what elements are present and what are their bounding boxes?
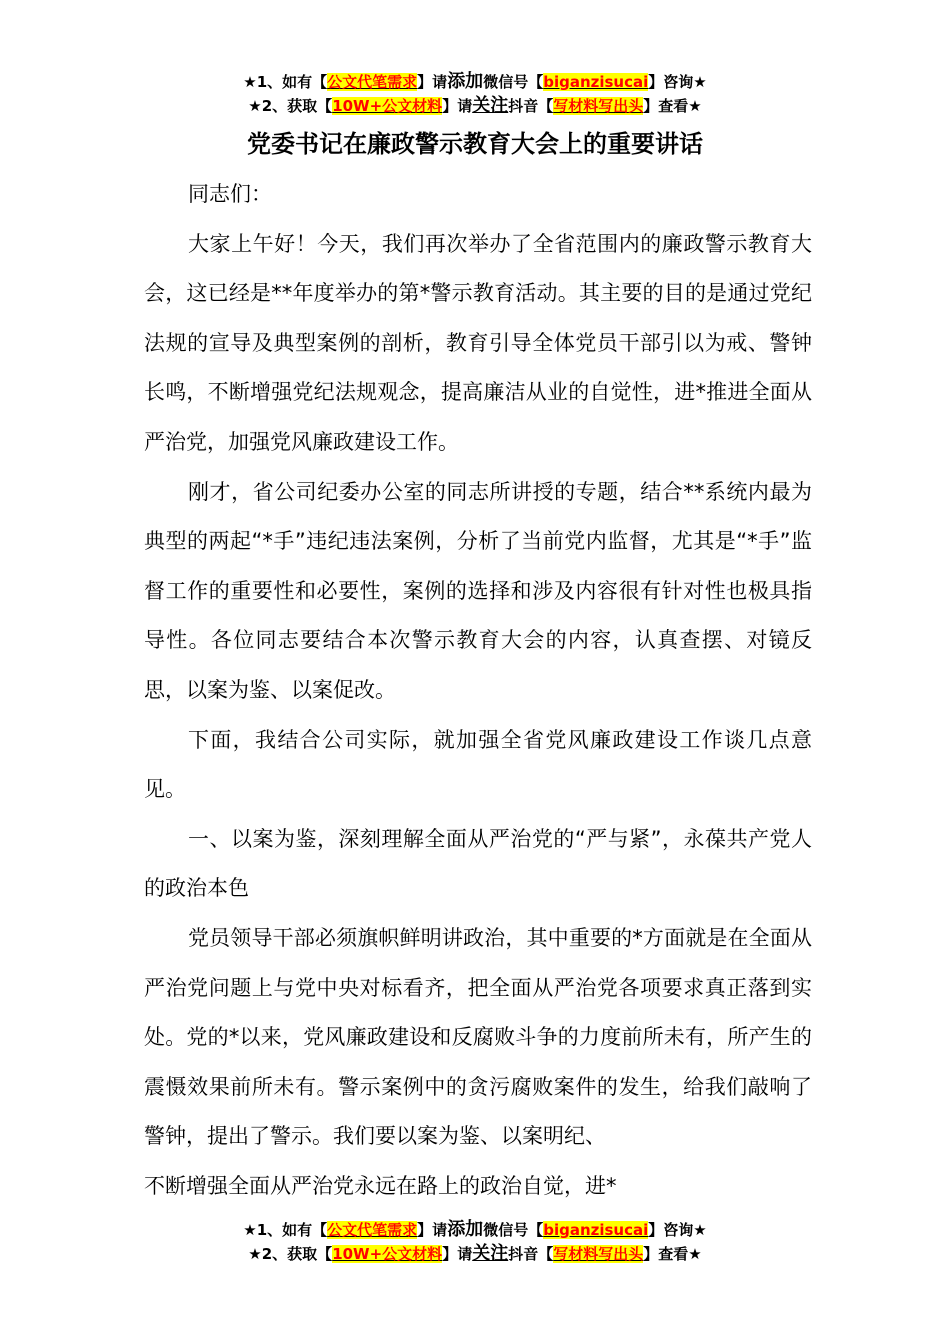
banner-emphasis: 关注 (472, 95, 509, 116)
banner-text: 】查看★ (643, 97, 702, 115)
document-title: 党委书记在廉政警示教育大会上的重要讲话 (247, 130, 703, 158)
banner-text: 】请 (417, 73, 448, 91)
banner-line-2 (0, 94, 950, 118)
banner-text: 】咨询★ (648, 73, 707, 91)
banner-text: 微信号【 (483, 1221, 544, 1239)
banner-line-1 (0, 1218, 950, 1242)
banner-text: 】请 (442, 1245, 473, 1263)
banner-line-2 (0, 1242, 950, 1266)
banner-emphasis: 添加 (447, 1219, 484, 1240)
banner-text: 抖音【 (508, 1245, 554, 1263)
paragraph: 下面，我结合公司实际，就加强全省党风廉政建设工作谈几点意见。 (144, 727, 812, 802)
banner-highlight: 写材料写出头 (553, 1245, 644, 1263)
section-heading: 一、以案为鉴，深刻理解全面从严治党的“严与紧”，永葆共产党人的政治本色 (144, 826, 812, 901)
banner-emphasis: 添加 (447, 71, 484, 92)
banner-highlight: 公文代笔需求 (327, 1221, 418, 1239)
paragraph: 大家上午好！今天，我们再次举办了全省范围内的廉政警示教育大会，这已经是**年度举办的第*警示教育活动。其主要的目的是通过党纪法规的宣导及典型案例的剖析，教育引导全体党员干部引以为戒、警钟长鸣，不断增强党纪法规观念，提高廉洁从业的自觉性，进*推进全面从严治党，加强党风廉政建设工作。 (144, 231, 812, 454)
banner-emphasis: 关注 (472, 1243, 509, 1264)
document-body (144, 170, 812, 1211)
banner-text: 】请 (442, 97, 473, 115)
bottom-banner (0, 1218, 950, 1266)
paragraph-last-line: 不断增强全面从严治党永远在路上的政治自觉，进* (144, 1173, 617, 1198)
banner-highlight: 10W+公文材料 (332, 1245, 443, 1263)
paragraph: 党员领导干部必须旗帜鲜明讲政治，其中重要的*方面就是在全面从严治党问题上与党中央对标看齐，把全面从严治党各项要求真正落到实处。党的*以来，党风廉政建设和反腐败斗争的力度前所未有，所产生的震慑效果前所未有。警示案例中的贪污腐败案件的发生，给我们敲响了警钟，提出了警示。我们要以案为鉴、以案明纪、 (144, 925, 812, 1149)
banner-text: ★2、获取【 (248, 97, 333, 115)
banner-text: ★2、获取【 (248, 1245, 333, 1263)
banner-highlight: 10W+公文材料 (332, 97, 443, 115)
banner-highlight: biganzisucai (543, 1221, 649, 1239)
banner-highlight: 写材料写出头 (553, 97, 644, 115)
banner-text: 】查看★ (643, 1245, 702, 1263)
banner-text: 】咨询★ (648, 1221, 707, 1239)
banner-line-1 (0, 70, 950, 94)
banner-highlight: 公文代笔需求 (327, 73, 418, 91)
banner-text: ★1、如有【 (243, 1221, 328, 1239)
banner-text: 抖音【 (508, 97, 554, 115)
greeting: 同志们： (188, 182, 272, 206)
paragraph: 刚才，省公司纪委办公室的同志所讲授的专题，结合**系统内最为典型的两起“*手”违纪违法案例，分析了当前党内监督，尤其是“*手”监督工作的重要性和必要性，案例的选择和涉及内容很有针对性也极具指导性。各位同志要结合本次警示教育大会的内容，认真查摆、对镜反思，以案为鉴、以案促改。 (144, 479, 812, 702)
top-banner (0, 70, 950, 118)
banner-highlight: biganzisucai (543, 73, 649, 91)
banner-text: 】请 (417, 1221, 448, 1239)
banner-text: 微信号【 (483, 73, 544, 91)
banner-text: ★1、如有【 (243, 73, 328, 91)
